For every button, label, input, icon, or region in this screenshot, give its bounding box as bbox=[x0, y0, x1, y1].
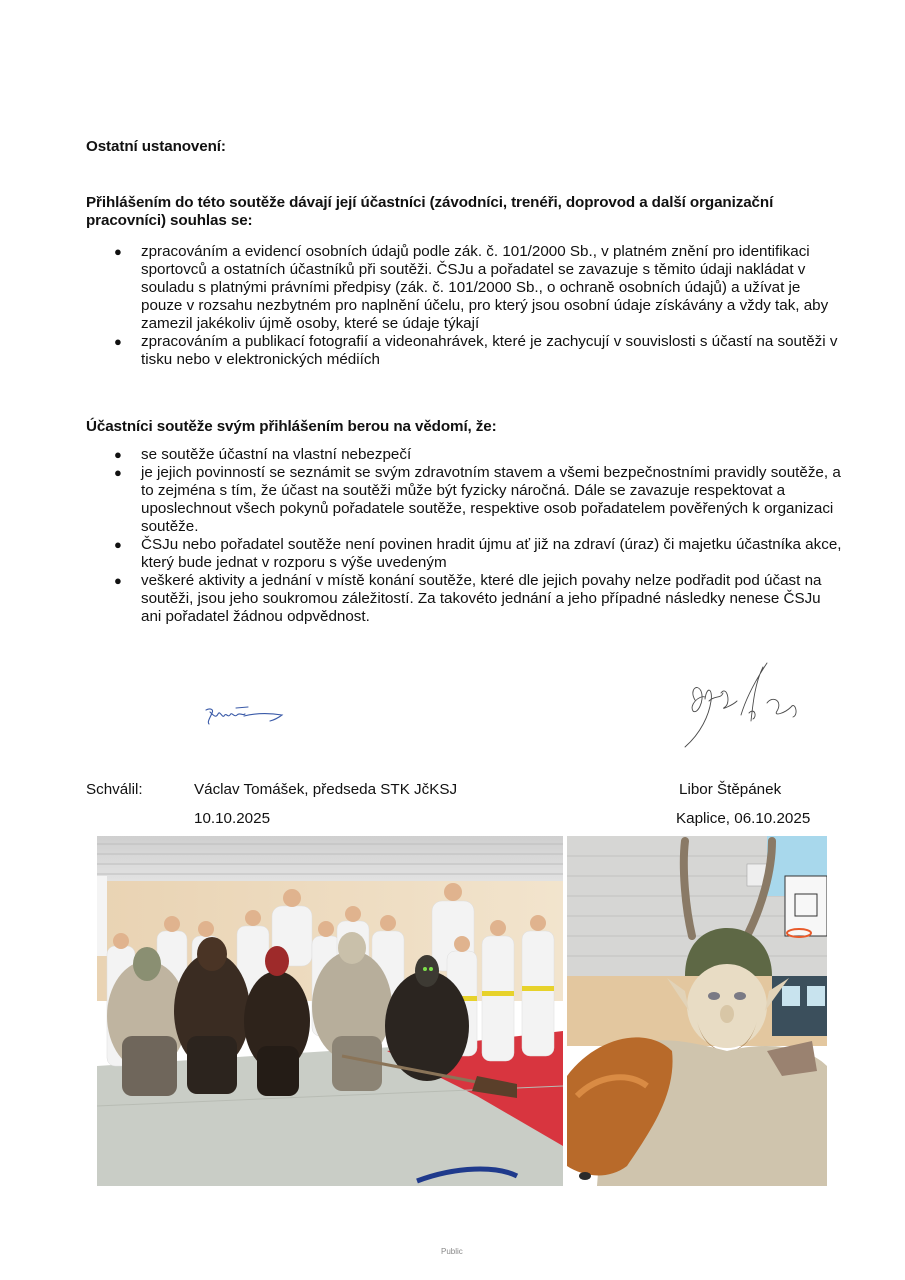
section-title: Ostatní ustanovení: bbox=[86, 138, 226, 155]
classification-label: Public bbox=[441, 1247, 463, 1256]
organizer-place-date: Kaplice, 06.10.2025 bbox=[676, 810, 811, 827]
list-item bbox=[114, 243, 844, 333]
list-item-text: se soutěže účastní na vlastní nebezpečí bbox=[141, 446, 412, 463]
bullet-icon: ● bbox=[114, 447, 122, 462]
list-item bbox=[114, 464, 844, 536]
bullet-icon: ● bbox=[114, 244, 122, 259]
group-photo bbox=[97, 836, 563, 1186]
list-item-text: je jejich povinností se seznámit se svým zdravotním stavem a všemi bezpečnostními pravidly soutěže, a to zejména s tím, že účast na soutěži může být fyzicky náročná. Dále se zavazuje respektovat a uposlechnout všech pokynů pořadatele soutěže, respektive osob pořadatelem pověřených k organizaci soutěže. bbox=[141, 464, 841, 535]
approved-label: Schválil: bbox=[86, 781, 143, 798]
acknowledgement-list bbox=[114, 446, 844, 626]
list-item-text: zpracováním a evidencí osobních údajů podle zák. č. 101/2000 Sb., v platném znění pro identifikaci sportovců a ostatních účastníků při soutěži. ČSJu a pořadatel se zavazuje s těmito údaji nakládat v souladu s platnými právními předpisy (zák. č. 101/2000 Sb., o ochraně osobních údajů) a užívat je pouze v rozsahu nezbytném pro naplnění účelu, pro který jsou osobní údaje získávány a vždy tak, aby zamezil jakékoliv újmě osoby, které se údaje týkají bbox=[141, 243, 829, 332]
krampus-photo-image bbox=[567, 836, 827, 1186]
krampus-photo bbox=[567, 836, 827, 1186]
bullet-icon: ● bbox=[114, 573, 122, 588]
approver-name: Václav Tomášek, předseda STK JčKSJ bbox=[194, 781, 458, 798]
group-photo-image bbox=[97, 836, 563, 1186]
list-item bbox=[114, 572, 844, 626]
organizer-name: Libor Štěpánek bbox=[679, 781, 782, 798]
list-item-text: zpracováním a publikací fotografií a videonahrávek, které je zachycují v souvislosti s účastí na soutěži v tisku nebo v elektronických médiích bbox=[141, 333, 838, 368]
bullet-icon: ● bbox=[114, 537, 122, 552]
list-item-text: ČSJu nebo pořadatel soutěže není povinen hradit újmu ať již na zdraví (úraz) či majetku účastníka akce, který bude jednat v rozporu s výše uvedeným bbox=[141, 536, 842, 571]
list-item bbox=[114, 446, 844, 464]
acknowledgement-heading: Účastníci soutěže svým přihlášením berou na vědomí, že: bbox=[86, 418, 497, 435]
approver-date: 10.10.2025 bbox=[194, 810, 271, 827]
organizer-signature bbox=[675, 655, 810, 750]
consent-list bbox=[114, 243, 844, 369]
list-item bbox=[114, 333, 844, 369]
list-item bbox=[114, 536, 844, 572]
bullet-icon: ● bbox=[114, 465, 122, 480]
bullet-icon: ● bbox=[114, 334, 122, 349]
list-item-text: veškeré aktivity a jednání v místě konání soutěže, které dle jejich povahy nelze podřadit pod účast na soutěži, jsou jeho soukromou záležitostí. Za takovéto jednání a jeho případné následky nenese ČSJu ani pořadatel žádnou odpvědnost. bbox=[141, 572, 822, 625]
approver-signature bbox=[200, 700, 290, 730]
consent-heading: Přihlášením do této soutěže dávají její účastníci (závodníci, trenéři, doprovod a další organizační pracovníci) souhlas se: bbox=[86, 194, 774, 229]
